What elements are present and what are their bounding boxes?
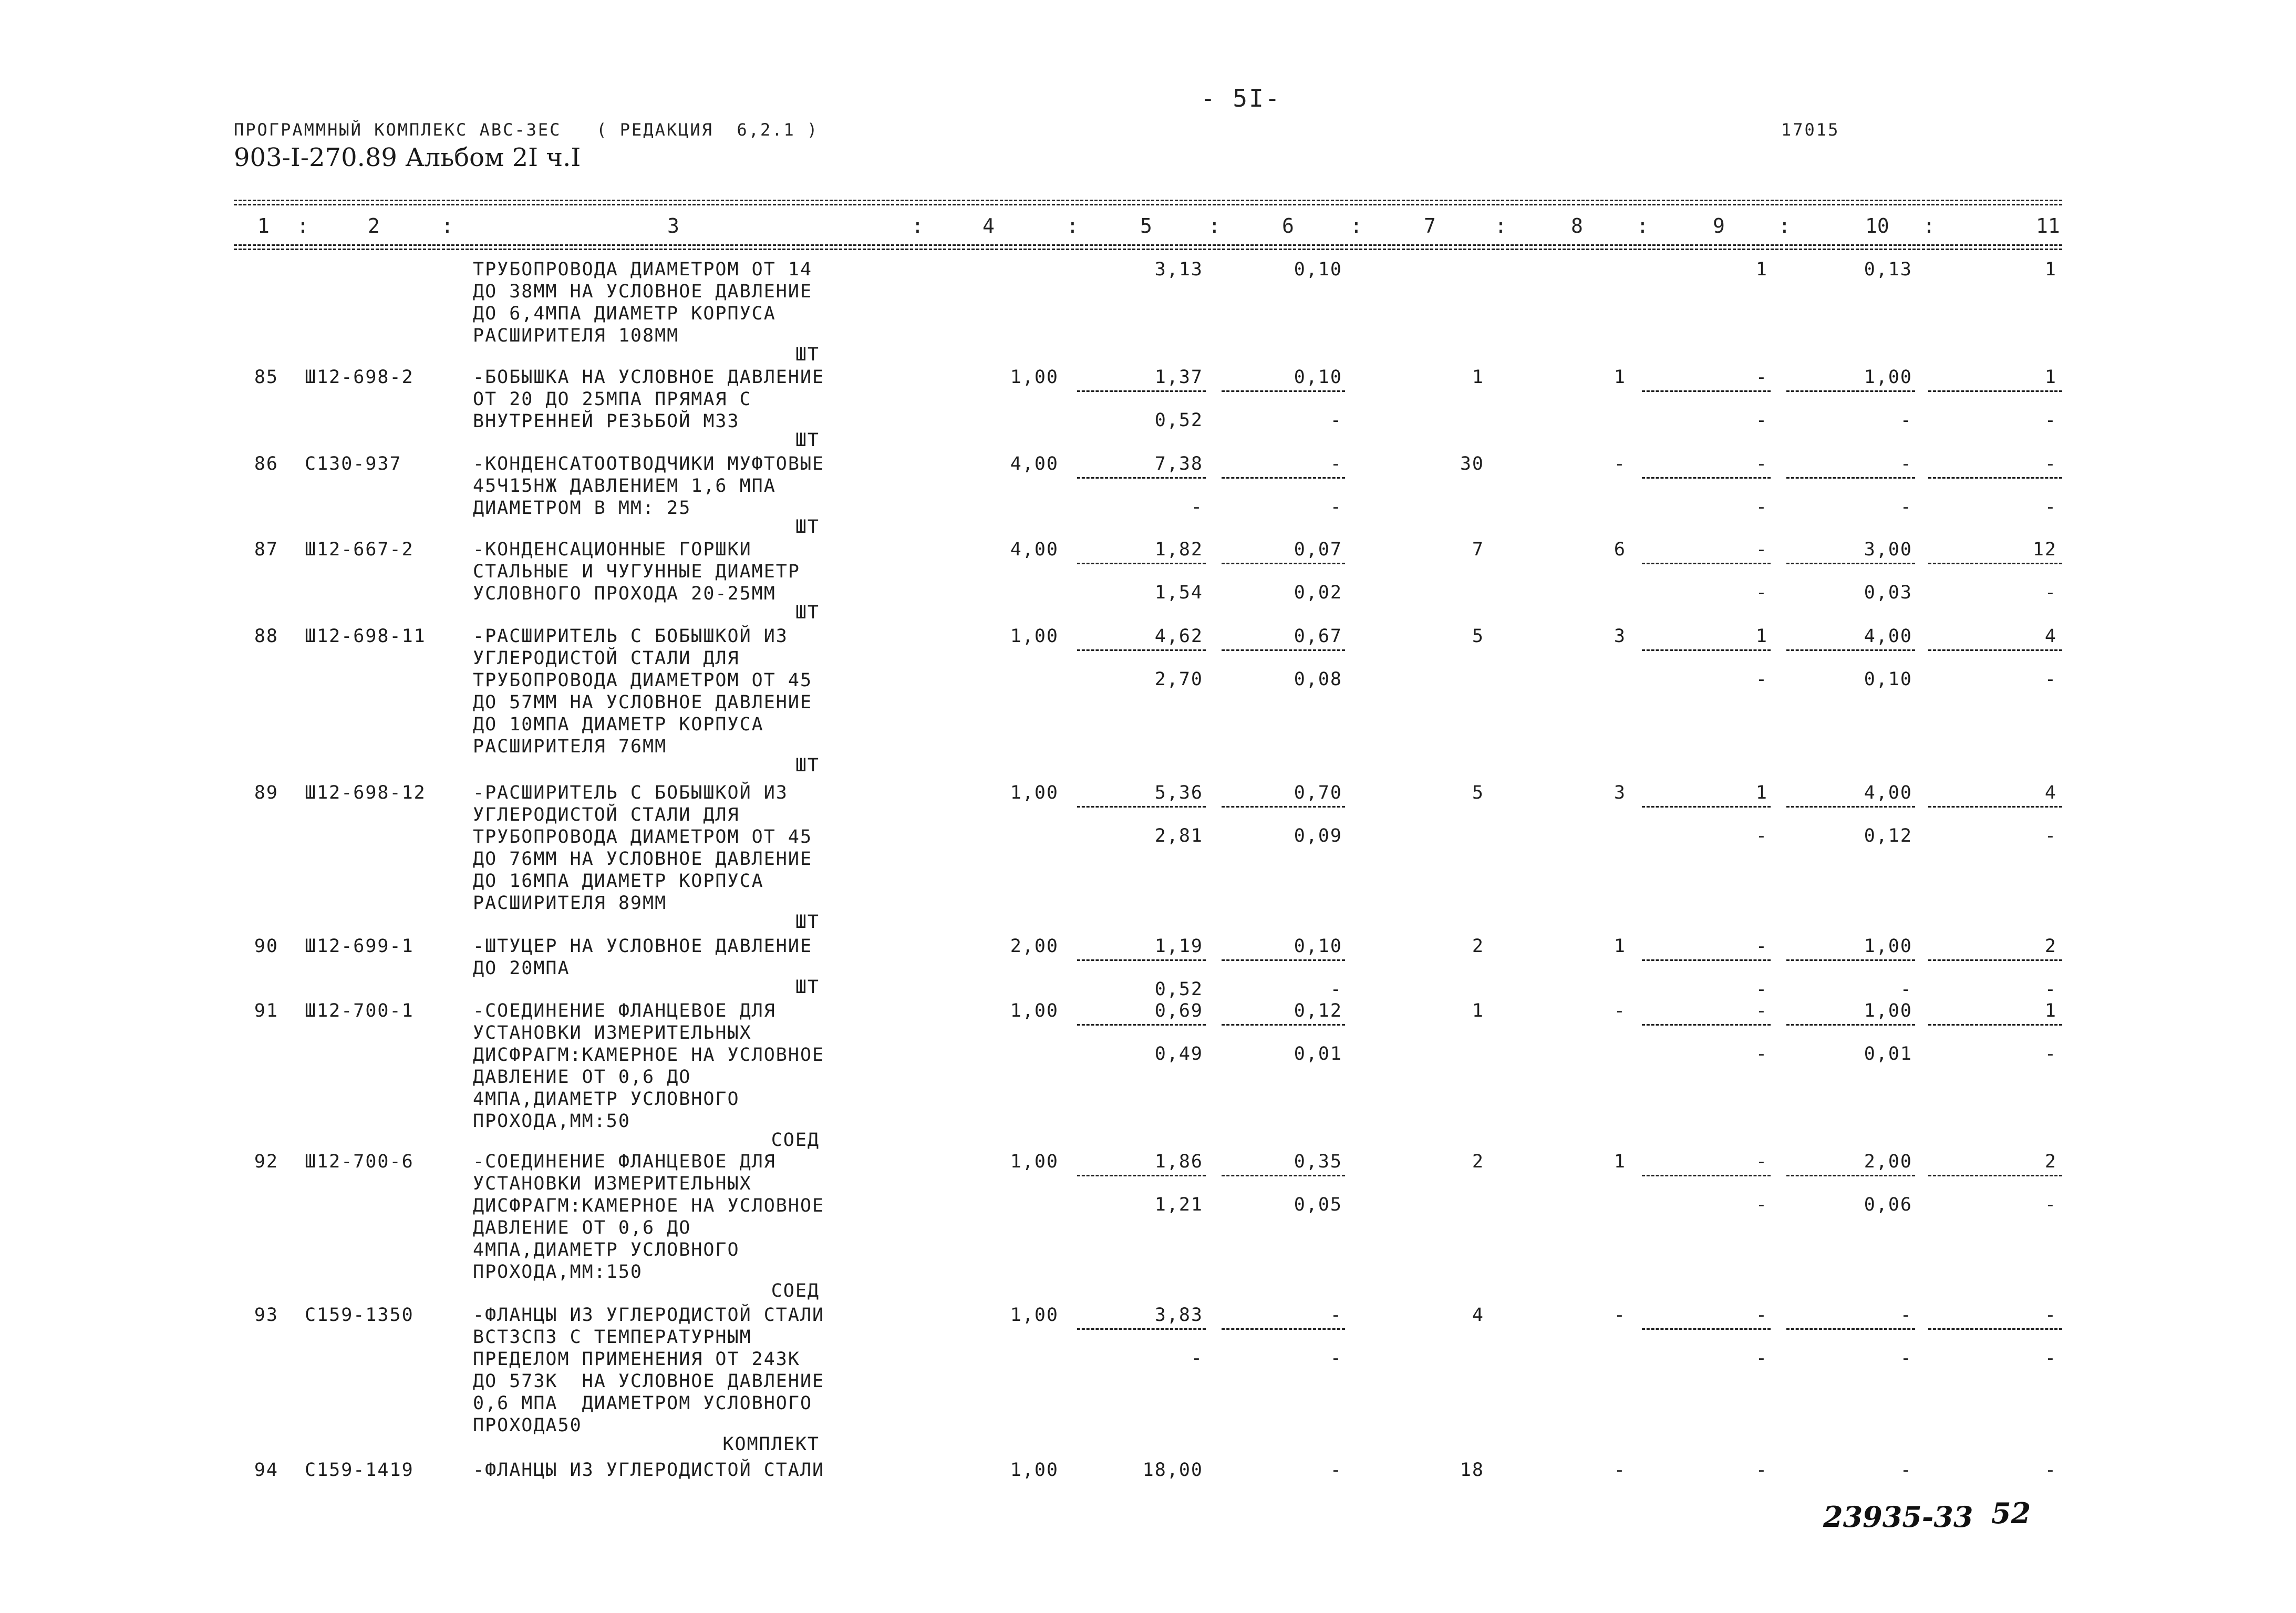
cell-c10: 0,13 — [1864, 259, 1912, 280]
subtotal-rule — [1222, 477, 1345, 479]
cell-c10: 4,00 — [1864, 626, 1912, 647]
cell-c8: 1 — [1614, 367, 1626, 388]
row-number: 93 — [254, 1305, 278, 1326]
column-header-1: 1 — [257, 214, 270, 237]
cell-c10: - — [1900, 1460, 1912, 1481]
cell-c6: - — [1330, 1460, 1342, 1481]
subcell-c9: - — [1755, 825, 1768, 846]
subtotal-rule — [1077, 806, 1206, 808]
cell-c7: 5 — [1472, 626, 1484, 647]
cell-c6: 0,07 — [1294, 539, 1342, 560]
cell-c11: 1 — [2044, 1000, 2057, 1021]
subtotal-rule — [1786, 1328, 1915, 1330]
cell-c7: 1 — [1472, 1000, 1484, 1021]
column-separator: : — [1495, 214, 1507, 237]
subcell-c5: 2,81 — [1154, 825, 1203, 846]
column-separator: : — [441, 214, 453, 237]
subtotal-rule — [1642, 563, 1771, 564]
cell-c5: 1,19 — [1154, 936, 1203, 957]
subcell-c5: 0,49 — [1154, 1043, 1203, 1064]
row-description-line: УСТАНОВКИ ИЗМЕРИТЕЛЬНЫХ — [473, 1022, 752, 1043]
cell-c11: 1 — [2044, 259, 2057, 280]
cell-c5: 4,62 — [1154, 626, 1203, 647]
row-number: 86 — [254, 453, 278, 474]
row-description-line: ВСТЗСПЗ С ТЕМПЕРАТУРНЫМ — [473, 1327, 752, 1348]
column-separator: : — [1350, 214, 1362, 237]
subtotal-rule — [1222, 806, 1345, 808]
subtotal-rule — [1222, 1024, 1345, 1026]
column-header-2: 2 — [368, 214, 380, 237]
subtotal-rule — [1077, 959, 1206, 961]
cell-c7: 2 — [1472, 936, 1484, 957]
header-top-rule — [234, 200, 2062, 201]
row-description-line: СТАЛЬНЫЕ И ЧУГУННЫЕ ДИАМЕТР — [473, 561, 800, 582]
subtotal-rule — [1928, 649, 2062, 651]
cell-c9: - — [1755, 1000, 1768, 1021]
subtotal-rule — [1928, 1328, 2062, 1330]
header-bottom-rule-2 — [234, 249, 2062, 250]
cell-c9: - — [1755, 1151, 1768, 1172]
cell-c7: 1 — [1472, 367, 1484, 388]
cell-c7: 2 — [1472, 1151, 1484, 1172]
row-description-line: ДО 16МПА ДИАМЕТР КОРПУСА — [473, 871, 764, 892]
subcell-c6: 0,08 — [1294, 669, 1342, 690]
row-unit: ШТ — [795, 602, 820, 623]
subcell-c10: 0,01 — [1864, 1043, 1912, 1064]
cell-c5: 5,36 — [1154, 782, 1203, 803]
row-description-line: ДО 57ММ НА УСЛОВНОЕ ДАВЛЕНИЕ — [473, 692, 813, 713]
cell-c8: 1 — [1614, 936, 1626, 957]
cell-c4: 1,00 — [1010, 1460, 1059, 1481]
row-description-line: ПРОХОДА50 — [473, 1415, 582, 1436]
cell-c8: 6 — [1614, 539, 1626, 560]
row-description-line: 4МПА,ДИАМЕТР УСЛОВНОГО — [473, 1089, 740, 1110]
subcell-c9: - — [1755, 582, 1768, 603]
row-unit: ШТ — [795, 912, 820, 933]
row-number: 90 — [254, 936, 278, 957]
row-description-line: ДО 6,4МПА ДИАМЕТР КОРПУСА — [473, 303, 776, 324]
row-unit: СОЕД — [771, 1130, 820, 1151]
row-code: Ш12-667-2 — [305, 539, 414, 560]
subtotal-rule — [1928, 959, 2062, 961]
cell-c5: 3,13 — [1154, 259, 1203, 280]
row-description-line: ДАВЛЕНИЕ ОТ 0,6 ДО — [473, 1217, 691, 1238]
row-unit: СОЕД — [771, 1280, 820, 1301]
subcell-c9: - — [1755, 410, 1768, 431]
cell-c10: 2,00 — [1864, 1151, 1912, 1172]
subcell-c10: - — [1900, 410, 1912, 431]
row-description-line: -КОНДЕНСАТООТВОДЧИКИ МУФТОВЫЕ — [473, 453, 825, 474]
cell-c7: 7 — [1472, 539, 1484, 560]
row-description-line: ДО 20МПА — [473, 958, 570, 979]
row-number: 94 — [254, 1460, 278, 1481]
subcell-c10: 0,06 — [1864, 1194, 1912, 1215]
column-header-10: 10 — [1865, 214, 1889, 237]
subcell-c5: 1,54 — [1154, 582, 1203, 603]
subcell-c11: - — [2044, 669, 2057, 690]
row-code: Ш12-699-1 — [305, 936, 414, 957]
cell-c6: 0,70 — [1294, 782, 1342, 803]
row-description-line: -ФЛАНЦЫ ИЗ УГЛЕРОДИСТОЙ СТАЛИ — [473, 1305, 825, 1326]
subtotal-rule — [1642, 1175, 1771, 1176]
cell-c8: - — [1614, 453, 1626, 474]
subtotal-rule — [1642, 1328, 1771, 1330]
row-description-line: ПРОХОДА,ММ:150 — [473, 1262, 643, 1283]
cell-c11: 4 — [2044, 626, 2057, 647]
cell-c4: 1,00 — [1010, 1151, 1059, 1172]
subcell-c5: - — [1191, 497, 1203, 518]
row-description-line: РАСШИРИТЕЛЯ 76ММ — [473, 736, 667, 757]
cell-c6: 0,35 — [1294, 1151, 1342, 1172]
cell-c5: 0,69 — [1154, 1000, 1203, 1021]
cell-c6: - — [1330, 1305, 1342, 1326]
subtotal-rule — [1642, 390, 1771, 392]
row-description-line: ДИСФРАГМ:КАМЕРНОЕ НА УСЛОВНОЕ — [473, 1195, 825, 1216]
subtotal-rule — [1786, 563, 1915, 564]
subtotal-rule — [1786, 806, 1915, 808]
subcell-c11: - — [2044, 582, 2057, 603]
subcell-c10: 0,12 — [1864, 825, 1912, 846]
subtotal-rule — [1786, 1175, 1915, 1176]
subtotal-rule — [1928, 390, 2062, 392]
subcell-c6: 0,05 — [1294, 1194, 1342, 1215]
row-description-line: -БОБЫШКА НА УСЛОВНОЕ ДАВЛЕНИЕ — [473, 367, 825, 388]
row-code: С130-937 — [305, 453, 402, 474]
column-header-7: 7 — [1424, 214, 1436, 237]
row-description-line: УСТАНОВКИ ИЗМЕРИТЕЛЬНЫХ — [473, 1173, 752, 1194]
subcell-c9: - — [1755, 669, 1768, 690]
subtotal-rule — [1786, 649, 1915, 651]
cell-c10: 4,00 — [1864, 782, 1912, 803]
subtotal-rule — [1786, 390, 1915, 392]
cell-c8: - — [1614, 1460, 1626, 1481]
subtotal-rule — [1642, 806, 1771, 808]
subcell-c5: 0,52 — [1154, 410, 1203, 431]
subcell-c11: - — [2044, 1194, 2057, 1215]
header-top-rule-2 — [234, 204, 2062, 205]
cell-c9: - — [1755, 367, 1768, 388]
subtotal-rule — [1222, 390, 1345, 392]
subcell-c9: - — [1755, 1043, 1768, 1064]
subtotal-rule — [1642, 649, 1771, 651]
subtotal-rule — [1077, 477, 1206, 479]
program-line: ПРОГРАММНЫЙ КОМПЛЕКС АВС-ЗЕС ( РЕДАКЦИЯ 6,2.1 ) — [234, 120, 819, 140]
subcell-c6: - — [1330, 1348, 1342, 1369]
subtotal-rule — [1786, 1024, 1915, 1026]
column-header-4: 4 — [982, 214, 995, 237]
cell-c9: 1 — [1755, 782, 1768, 803]
cell-c11: - — [2044, 1305, 2057, 1326]
row-number: 92 — [254, 1151, 278, 1172]
cell-c4: 4,00 — [1010, 453, 1059, 474]
row-description-line: ДИСФРАГМ:КАМЕРНОЕ НА УСЛОВНОЕ — [473, 1045, 825, 1066]
subcell-c5: 1,21 — [1154, 1194, 1203, 1215]
cell-c6: 0,10 — [1294, 367, 1342, 388]
subtotal-rule — [1928, 563, 2062, 564]
cell-c9: - — [1755, 539, 1768, 560]
row-description-line: УГЛЕРОДИСТОЙ СТАЛИ ДЛЯ — [473, 804, 740, 825]
cell-c4: 4,00 — [1010, 539, 1059, 560]
row-description-line: -РАСШИРИТЕЛЬ С БОБЫШКОЙ ИЗ — [473, 782, 788, 803]
column-separator: : — [297, 214, 309, 237]
row-description-line: -СОЕДИНЕНИЕ ФЛАНЦЕВОЕ ДЛЯ — [473, 1000, 776, 1021]
row-description-line: РАСШИРИТЕЛЯ 108ММ — [473, 325, 679, 346]
cell-c8: 3 — [1614, 782, 1626, 803]
subcell-c6: - — [1330, 497, 1342, 518]
row-description-line: ОТ 20 ДО 25МПА ПРЯМАЯ С — [473, 389, 752, 410]
subtotal-rule — [1928, 806, 2062, 808]
cell-c11: 12 — [2032, 539, 2057, 560]
row-description-line: ТРУБОПРОВОДА ДИАМЕТРОМ ОТ 45 — [473, 826, 813, 847]
cell-c5: 1,82 — [1154, 539, 1203, 560]
row-description-line: ВНУТРЕННЕЙ РЕЗЬБОЙ М33 — [473, 411, 740, 432]
column-header-5: 5 — [1140, 214, 1152, 237]
row-unit: ШТ — [795, 755, 820, 776]
cell-c10: 3,00 — [1864, 539, 1912, 560]
cell-c9: 1 — [1755, 626, 1768, 647]
stamp-number: 23935-33 — [1823, 1500, 1973, 1534]
subtotal-rule — [1786, 477, 1915, 479]
column-header-6: 6 — [1282, 214, 1294, 237]
cell-c4: 1,00 — [1010, 367, 1059, 388]
subtotal-rule — [1077, 649, 1206, 651]
subcell-c5: 0,52 — [1154, 979, 1203, 1000]
column-separator: : — [1778, 214, 1791, 237]
cell-c7: 5 — [1472, 782, 1484, 803]
row-unit: ШТ — [795, 516, 820, 537]
subcell-c6: 0,09 — [1294, 825, 1342, 846]
subcell-c11: - — [2044, 1348, 2057, 1369]
cell-c9: - — [1755, 1460, 1768, 1481]
row-description-line: РАСШИРИТЕЛЯ 89ММ — [473, 893, 667, 914]
row-description-line: ДО 573К НА УСЛОВНОЕ ДАВЛЕНИЕ — [473, 1371, 825, 1392]
column-header-11: 11 — [2036, 214, 2060, 237]
subtotal-rule — [1077, 1328, 1206, 1330]
subcell-c10: - — [1900, 979, 1912, 1000]
cell-c7: 4 — [1472, 1305, 1484, 1326]
cell-c6: 0,67 — [1294, 626, 1342, 647]
cell-c6: - — [1330, 453, 1342, 474]
subtotal-rule — [1077, 1175, 1206, 1176]
subcell-c9: - — [1755, 497, 1768, 518]
subtotal-rule — [1642, 959, 1771, 961]
cell-c11: - — [2044, 1460, 2057, 1481]
row-description-line: 0,6 МПА ДИАМЕТРОМ УСЛОВНОГО — [473, 1393, 813, 1414]
cell-c4: 1,00 — [1010, 782, 1059, 803]
subtotal-rule — [1928, 477, 2062, 479]
cell-c9: - — [1755, 936, 1768, 957]
cell-c6: 0,12 — [1294, 1000, 1342, 1021]
subcell-c6: 0,02 — [1294, 582, 1342, 603]
column-separator: : — [1923, 214, 1935, 237]
subtotal-rule — [1222, 959, 1345, 961]
cell-c10: - — [1900, 1305, 1912, 1326]
row-unit: ШТ — [795, 977, 820, 998]
subcell-c5: - — [1191, 1348, 1203, 1369]
row-description-line: УСЛОВНОГО ПРОХОДА 20-25ММ — [473, 583, 776, 604]
header-bottom-rule — [234, 244, 2062, 246]
subtotal-rule — [1077, 563, 1206, 564]
subcell-c9: - — [1755, 979, 1768, 1000]
cell-c11: 4 — [2044, 782, 2057, 803]
cell-c8: - — [1614, 1305, 1626, 1326]
subtotal-rule — [1077, 1024, 1206, 1026]
subcell-c6: - — [1330, 410, 1342, 431]
subcell-c10: 0,03 — [1864, 582, 1912, 603]
album-title: 903-I-270.89 Альбом 2I ч.I — [234, 143, 581, 172]
subcell-c9: - — [1755, 1348, 1768, 1369]
subcell-c10: - — [1900, 1348, 1912, 1369]
cell-c5: 1,86 — [1154, 1151, 1203, 1172]
subtotal-rule — [1222, 649, 1345, 651]
row-description-line: -РАСШИРИТЕЛЬ С БОБЫШКОЙ ИЗ — [473, 626, 788, 647]
row-description-line: УГЛЕРОДИСТОЙ СТАЛИ ДЛЯ — [473, 648, 740, 669]
cell-c6: 0,10 — [1294, 936, 1342, 957]
row-code: Ш12-698-11 — [305, 626, 426, 647]
cell-c4: 1,00 — [1010, 626, 1059, 647]
row-code: Ш12-698-2 — [305, 367, 414, 388]
cell-c7: 18 — [1460, 1460, 1484, 1481]
cell-c5: 1,37 — [1154, 367, 1203, 388]
column-header-3: 3 — [667, 214, 679, 237]
subcell-c6: 0,01 — [1294, 1043, 1342, 1064]
cell-c11: - — [2044, 453, 2057, 474]
cell-c4: 1,00 — [1010, 1000, 1059, 1021]
cell-c4: 2,00 — [1010, 936, 1059, 957]
row-description-line: ДО 76ММ НА УСЛОВНОЕ ДАВЛЕНИЕ — [473, 849, 813, 870]
row-description-line: 45Ч15НЖ ДАВЛЕНИЕМ 1,6 МПА — [473, 475, 776, 497]
row-number: 85 — [254, 367, 278, 388]
row-description-line: ТРУБОПРОВОДА ДИАМЕТРОМ ОТ 45 — [473, 670, 813, 691]
subcell-c5: 2,70 — [1154, 669, 1203, 690]
column-separator: : — [1067, 214, 1079, 237]
row-unit: КОМПЛЕКТ — [722, 1434, 820, 1455]
row-description-line: -КОНДЕНСАЦИОННЫЕ ГОРШКИ — [473, 539, 752, 560]
cell-c9: - — [1755, 453, 1768, 474]
subcell-c11: - — [2044, 825, 2057, 846]
cell-c9: - — [1755, 1305, 1768, 1326]
column-header-9: 9 — [1713, 214, 1725, 237]
row-description-line: ПРОХОДА,ММ:50 — [473, 1111, 630, 1132]
cell-c6: 0,10 — [1294, 259, 1342, 280]
subcell-c11: - — [2044, 1043, 2057, 1064]
subtotal-rule — [1222, 1175, 1345, 1176]
row-number: 91 — [254, 1000, 278, 1021]
row-description-line: -ФЛАНЦЫ ИЗ УГЛЕРОДИСТОЙ СТАЛИ — [473, 1460, 825, 1481]
cell-c4: 1,00 — [1010, 1305, 1059, 1326]
row-description-line: ПРЕДЕЛОМ ПРИМЕНЕНИЯ ОТ 243К — [473, 1349, 800, 1370]
subcell-c9: - — [1755, 1194, 1768, 1215]
subtotal-rule — [1077, 390, 1206, 392]
row-code: Ш12-698-12 — [305, 782, 426, 803]
row-code: С159-1419 — [305, 1460, 414, 1481]
row-description-line: -ШТУЦЕР НА УСЛОВНОЕ ДАВЛЕНИЕ — [473, 936, 813, 957]
cell-c10: 1,00 — [1864, 1000, 1912, 1021]
row-code: С159-1350 — [305, 1305, 414, 1326]
subtotal-rule — [1222, 563, 1345, 564]
cell-c10: - — [1900, 453, 1912, 474]
cell-c7: 30 — [1460, 453, 1484, 474]
column-separator: : — [1208, 214, 1221, 237]
row-description-line: -СОЕДИНЕНИЕ ФЛАНЦЕВОЕ ДЛЯ — [473, 1151, 776, 1172]
subtotal-rule — [1786, 959, 1915, 961]
cell-c10: 1,00 — [1864, 367, 1912, 388]
row-description-line: ДО 38ММ НА УСЛОВНОЕ ДАВЛЕНИЕ — [473, 281, 813, 302]
subcell-c10: - — [1900, 497, 1912, 518]
subtotal-rule — [1642, 477, 1771, 479]
sheet-number: 52 — [1991, 1496, 2031, 1530]
cell-c8: - — [1614, 1000, 1626, 1021]
cell-c9: 1 — [1755, 259, 1768, 280]
subtotal-rule — [1928, 1175, 2062, 1176]
row-description-line: ДАВЛЕНИЕ ОТ 0,6 ДО — [473, 1067, 691, 1088]
subtotal-rule — [1222, 1328, 1345, 1330]
page-number: - 5I- — [1201, 84, 1281, 112]
column-separator: : — [1637, 214, 1649, 237]
row-number: 87 — [254, 539, 278, 560]
row-number: 89 — [254, 782, 278, 803]
subcell-c11: - — [2044, 410, 2057, 431]
subcell-c6: - — [1330, 979, 1342, 1000]
row-code: Ш12-700-6 — [305, 1151, 414, 1172]
cell-c5: 7,38 — [1154, 453, 1203, 474]
row-description-line: ТРУБОПРОВОДА ДИАМЕТРОМ ОТ 14 — [473, 259, 813, 280]
subtotal-rule — [1928, 1024, 2062, 1026]
cell-c5: 18,00 — [1142, 1460, 1203, 1481]
subcell-c11: - — [2044, 979, 2057, 1000]
column-header-8: 8 — [1571, 214, 1583, 237]
cell-c5: 3,83 — [1154, 1305, 1203, 1326]
cell-c11: 1 — [2044, 367, 2057, 388]
subtotal-rule — [1642, 1024, 1771, 1026]
doc-code: 17015 — [1781, 120, 1840, 140]
row-description-line: ДО 10МПА ДИАМЕТР КОРПУСА — [473, 714, 764, 735]
row-description-line: 4МПА,ДИАМЕТР УСЛОВНОГО — [473, 1239, 740, 1260]
row-unit: ШТ — [795, 430, 820, 451]
cell-c11: 2 — [2044, 1151, 2057, 1172]
subcell-c11: - — [2044, 497, 2057, 518]
row-number: 88 — [254, 626, 278, 647]
row-code: Ш12-700-1 — [305, 1000, 414, 1021]
row-unit: ШТ — [795, 344, 820, 365]
column-separator: : — [912, 214, 924, 237]
cell-c8: 1 — [1614, 1151, 1626, 1172]
row-description-line: ДИАМЕТРОМ В ММ: 25 — [473, 498, 691, 519]
cell-c11: 2 — [2044, 936, 2057, 957]
cell-c8: 3 — [1614, 626, 1626, 647]
cell-c10: 1,00 — [1864, 936, 1912, 957]
subcell-c10: 0,10 — [1864, 669, 1912, 690]
